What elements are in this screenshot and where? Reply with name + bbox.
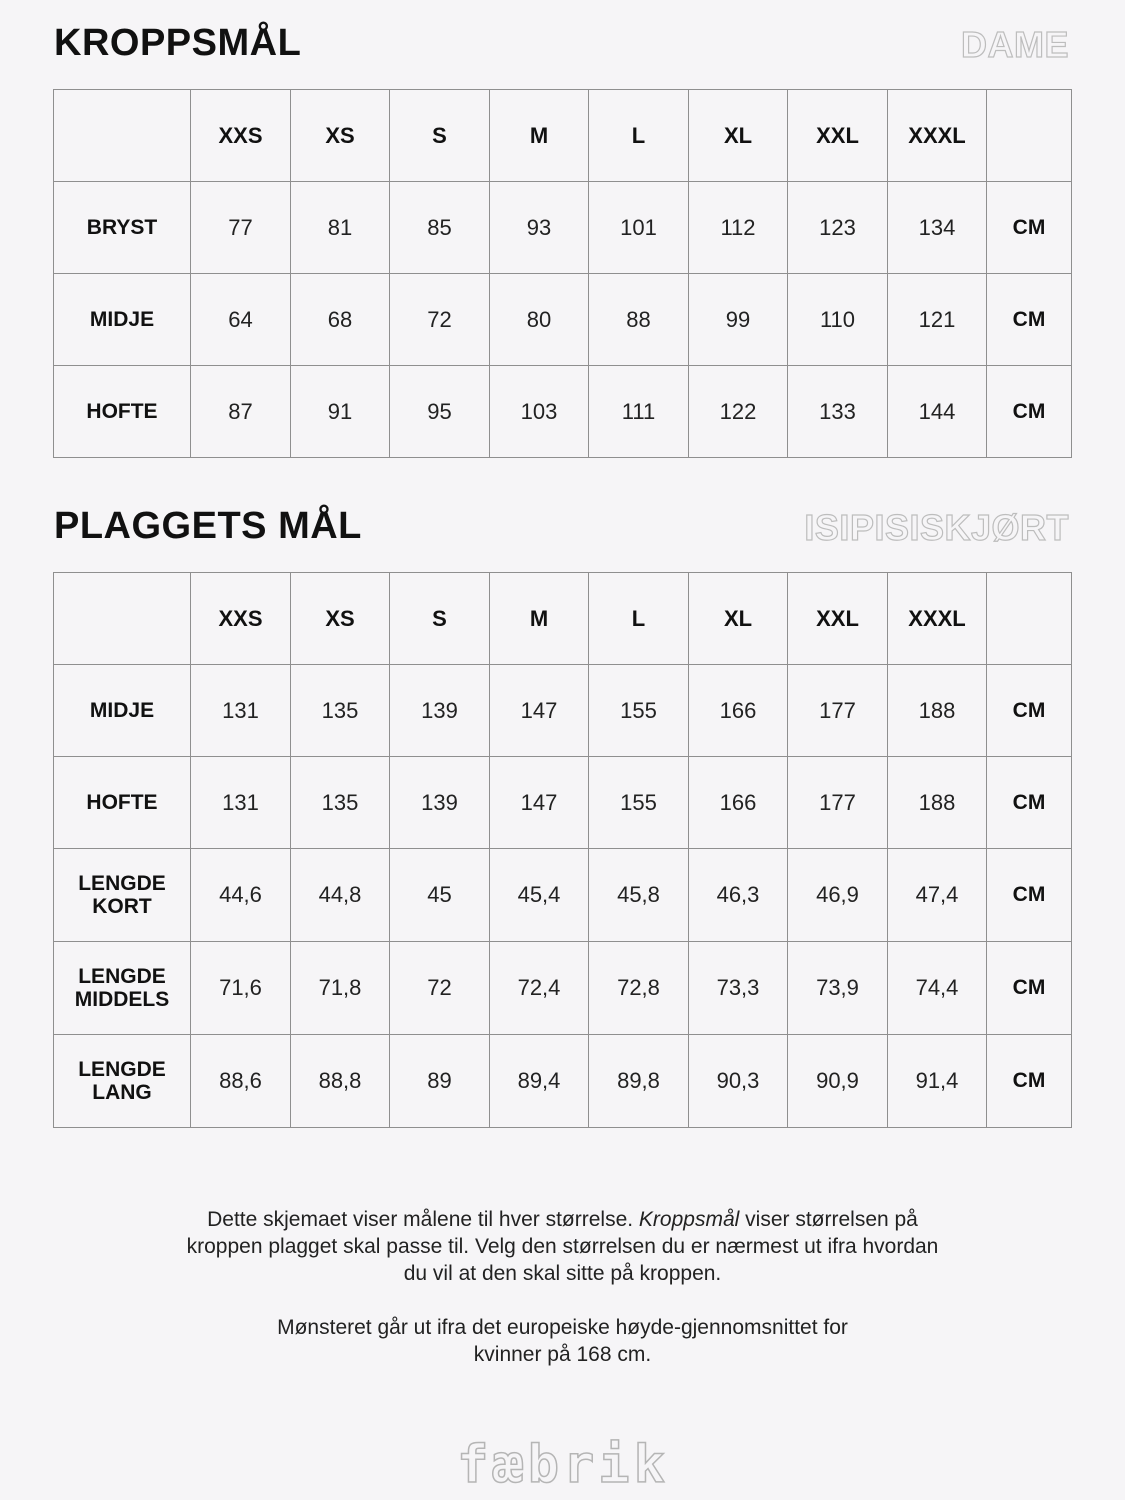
size-header: M	[490, 90, 589, 182]
logo-text: fæbrik	[456, 1435, 669, 1492]
cell-value: 77	[191, 182, 291, 274]
cell-value: 71,6	[191, 942, 291, 1035]
cell-value: 103	[490, 366, 589, 458]
cell-value: 88	[589, 274, 689, 366]
note-text: viser størrelsen på kroppen plagget skal passe til. Velg den størrelsen du er nærmest ut ifra hvordan du vil at den skal sitte på kroppen.	[186, 1208, 939, 1285]
cell-value: 134	[888, 182, 987, 274]
table-row	[54, 849, 1072, 942]
row-label: MIDJE	[54, 665, 191, 757]
cell-value: 131	[191, 757, 291, 849]
cell-value: 110	[788, 274, 888, 366]
cell-value: 131	[191, 665, 291, 757]
cell-value: 72	[390, 274, 490, 366]
cell-value: 45,8	[589, 849, 689, 942]
cell-value: 135	[291, 757, 390, 849]
table-row	[54, 1035, 1072, 1128]
garment-measurements-tag: ISIPISISKJØRT	[804, 507, 1069, 548]
note-emphasis: Kroppsmål	[638, 1208, 740, 1231]
table-row	[54, 182, 1072, 274]
table-row	[54, 274, 1072, 366]
row-label: LENGDE MIDDELS	[54, 942, 191, 1035]
cell-value: 68	[291, 274, 390, 366]
cell-value: 123	[788, 182, 888, 274]
cell-value: 88,8	[291, 1035, 390, 1128]
cell-value: 188	[888, 665, 987, 757]
cell-value: 99	[689, 274, 788, 366]
size-header: XL	[689, 573, 788, 665]
logo-wordmark	[443, 1432, 683, 1492]
cell-value: 95	[390, 366, 490, 458]
table-header-row	[54, 573, 1072, 665]
size-header: XXL	[788, 573, 888, 665]
unit-cell: CM	[987, 182, 1072, 274]
unit-cell: CM	[987, 849, 1072, 942]
cell-value: 44,6	[191, 849, 291, 942]
size-header: S	[390, 90, 490, 182]
size-header: M	[490, 573, 589, 665]
cell-value: 72	[390, 942, 490, 1035]
table-row	[54, 366, 1072, 458]
garment-measurements-title: PLAGGETS MÅL	[54, 505, 362, 547]
cell-value: 89,8	[589, 1035, 689, 1128]
row-label: MIDJE	[54, 274, 191, 366]
body-measurements-table	[53, 89, 1072, 458]
cell-value: 73,9	[788, 942, 888, 1035]
size-header: S	[390, 573, 490, 665]
note-paragraph	[183, 1206, 943, 1287]
cell-value: 155	[589, 757, 689, 849]
unit-cell: CM	[987, 942, 1072, 1035]
cell-value: 47,4	[888, 849, 987, 942]
table-header-row	[54, 90, 1072, 182]
cell-value: 45	[390, 849, 490, 942]
unit-cell: CM	[987, 366, 1072, 458]
cell-value: 80	[490, 274, 589, 366]
row-label: LENGDE KORT	[54, 849, 191, 942]
fabrik-logo	[0, 1432, 1125, 1497]
row-label: BRYST	[54, 182, 191, 274]
cell-value: 81	[291, 182, 390, 274]
cell-value: 89,4	[490, 1035, 589, 1128]
cell-value: 46,9	[788, 849, 888, 942]
cell-value: 74,4	[888, 942, 987, 1035]
cell-value: 101	[589, 182, 689, 274]
cell-value: 87	[191, 366, 291, 458]
size-header: L	[589, 90, 689, 182]
cell-value: 139	[390, 757, 490, 849]
cell-value: 177	[788, 665, 888, 757]
size-header: XXS	[191, 90, 291, 182]
unit-cell: CM	[987, 757, 1072, 849]
cell-value: 90,3	[689, 1035, 788, 1128]
cell-value: 88,6	[191, 1035, 291, 1128]
unit-header	[987, 90, 1072, 182]
cell-value: 46,3	[689, 849, 788, 942]
cell-value: 45,4	[490, 849, 589, 942]
explanation-note	[0, 1206, 1125, 1368]
note-text: Dette skjemaet viser målene til hver størrelse.	[207, 1208, 639, 1231]
cell-value: 85	[390, 182, 490, 274]
size-header: XXXL	[888, 573, 987, 665]
cell-value: 64	[191, 274, 291, 366]
size-header: XS	[291, 90, 390, 182]
row-label: HOFTE	[54, 366, 191, 458]
cell-value: 121	[888, 274, 987, 366]
cell-value: 147	[490, 665, 589, 757]
table-row	[54, 942, 1072, 1035]
cell-value: 166	[689, 665, 788, 757]
cell-value: 177	[788, 757, 888, 849]
cell-value: 139	[390, 665, 490, 757]
size-header: XXL	[788, 90, 888, 182]
cell-value: 90,9	[788, 1035, 888, 1128]
table-row	[54, 757, 1072, 849]
garment-measurements-table	[53, 572, 1072, 1128]
size-header: XS	[291, 573, 390, 665]
table-row	[54, 665, 1072, 757]
cell-value: 72,4	[490, 942, 589, 1035]
cell-value: 144	[888, 366, 987, 458]
cell-value: 44,8	[291, 849, 390, 942]
cell-value: 91	[291, 366, 390, 458]
cell-value: 111	[589, 366, 689, 458]
note-paragraph: Mønsteret går ut ifra det europeiske høyde-gjennomsnittet for kvinner på 168 cm.	[277, 1316, 848, 1366]
cell-value: 166	[689, 757, 788, 849]
body-measurements-tag: DAME	[961, 24, 1069, 65]
cell-value: 71,8	[291, 942, 390, 1035]
cell-value: 147	[490, 757, 589, 849]
unit-cell: CM	[987, 1035, 1072, 1128]
size-header: XL	[689, 90, 788, 182]
unit-cell: CM	[987, 274, 1072, 366]
corner-cell	[54, 90, 191, 182]
cell-value: 72,8	[589, 942, 689, 1035]
unit-header	[987, 573, 1072, 665]
cell-value: 188	[888, 757, 987, 849]
cell-value: 122	[689, 366, 788, 458]
row-label: HOFTE	[54, 757, 191, 849]
cell-value: 135	[291, 665, 390, 757]
cell-value: 133	[788, 366, 888, 458]
size-header: L	[589, 573, 689, 665]
cell-value: 155	[589, 665, 689, 757]
cell-value: 89	[390, 1035, 490, 1128]
corner-cell	[54, 573, 191, 665]
cell-value: 93	[490, 182, 589, 274]
body-measurements-title: KROPPSMÅL	[54, 22, 302, 64]
size-header: XXXL	[888, 90, 987, 182]
cell-value: 112	[689, 182, 788, 274]
size-header: XXS	[191, 573, 291, 665]
unit-cell: CM	[987, 665, 1072, 757]
cell-value: 91,4	[888, 1035, 987, 1128]
row-label: LENGDE LANG	[54, 1035, 191, 1128]
cell-value: 73,3	[689, 942, 788, 1035]
